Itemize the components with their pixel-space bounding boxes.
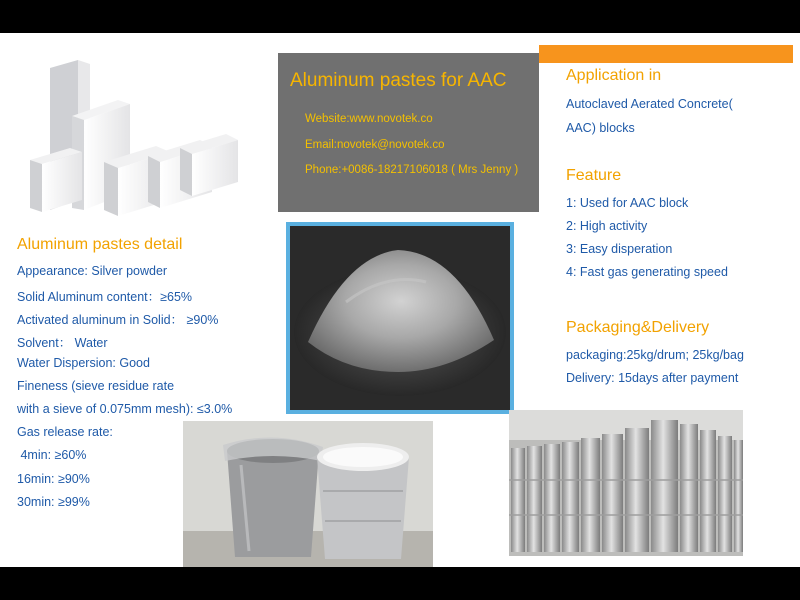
feature-item: 2: High activity <box>566 219 648 233</box>
application-title: Application in <box>566 67 662 84</box>
buckets-image <box>183 421 433 567</box>
detail-line: Gas release rate: <box>17 425 113 439</box>
packaging-line: packaging:25kg/drum; 25kg/bag <box>566 348 744 362</box>
detail-line: Water Dispersion: Good <box>17 356 150 370</box>
detail-line: Fineness (sieve residue rate <box>17 379 175 393</box>
detail-line: 16min: ≥90% <box>17 472 90 486</box>
detail-line: Appearance: Silver powder <box>17 264 168 278</box>
delivery-line: Delivery: 15days after payment <box>566 371 739 385</box>
email-text: Email:novotek@novotek.co <box>305 139 445 151</box>
feature-title: Feature <box>566 167 622 184</box>
application-line: Autoclaved Aerated Concrete( <box>566 97 733 111</box>
detail-line: 4min: ≥60% <box>17 448 87 462</box>
website-text: Website:www.novotek.co <box>305 113 433 125</box>
detail-line: with a sieve of 0.075mm mesh): ≤3.0% <box>17 402 233 416</box>
page-title: Aluminum pastes for AAC <box>290 70 507 91</box>
detail-line: Solvent： Water <box>17 336 108 350</box>
aac-blocks-image <box>30 60 240 220</box>
slide <box>0 33 800 567</box>
feature-item: 4: Fast gas generating speed <box>566 265 728 279</box>
detail-line: 30min: ≥99% <box>17 495 90 509</box>
packaging-title: Packaging&Delivery <box>566 319 710 336</box>
detail-line: Solid Aluminum content：≥65% <box>17 290 193 304</box>
detail-title: Aluminum pastes detail <box>17 236 183 253</box>
feature-item: 3: Easy disperation <box>566 242 673 256</box>
accent-bar <box>539 45 793 63</box>
feature-item: 1: Used for AAC block <box>566 196 689 210</box>
application-line: AAC) blocks <box>566 121 635 135</box>
phone-text: Phone:+0086-18217106018 ( Mrs Jenny ) <box>305 164 519 176</box>
detail-line: Activated aluminum in Solid： ≥90% <box>17 313 219 327</box>
aluminum-powder-image <box>286 222 514 414</box>
drums-warehouse-image <box>509 410 743 556</box>
